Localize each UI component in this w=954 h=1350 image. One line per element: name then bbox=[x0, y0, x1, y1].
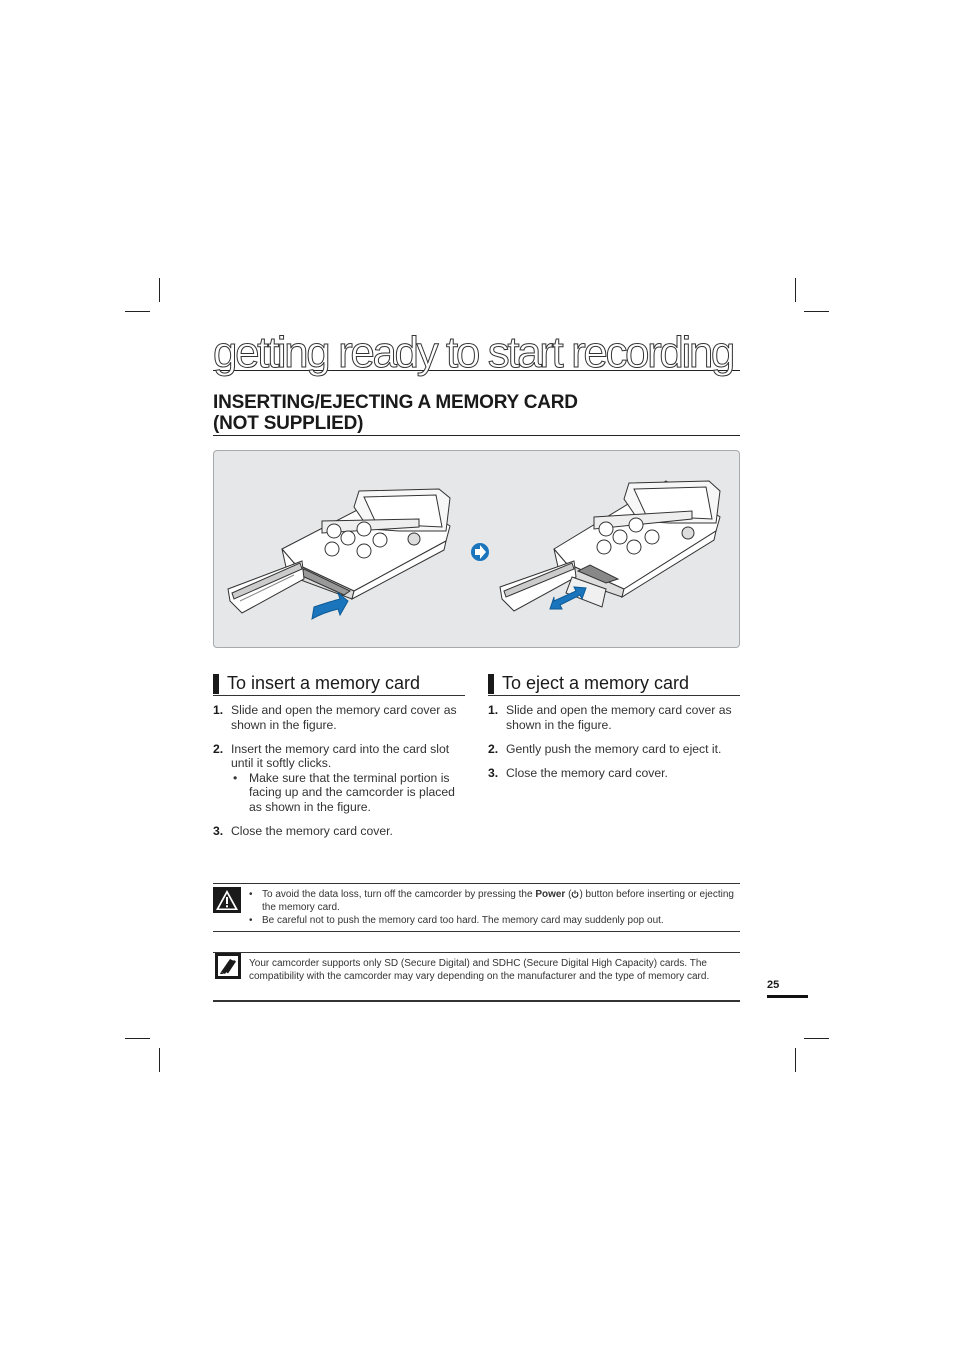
list-item bbox=[488, 703, 740, 732]
page-number: 25 bbox=[767, 979, 808, 998]
crop-mark bbox=[804, 311, 829, 312]
step-text: Gently push the memory card to eject it. bbox=[506, 741, 722, 756]
eject-steps bbox=[488, 703, 740, 780]
step-number: 1. bbox=[213, 703, 224, 717]
camcorder-insert-figure bbox=[228, 489, 450, 619]
section-title bbox=[213, 392, 740, 436]
step-text: Close the memory card cover. bbox=[231, 823, 393, 838]
list-item bbox=[213, 742, 465, 815]
section-title-line1: INSERTING/EJECTING A MEMORY CARD bbox=[213, 392, 578, 413]
crop-mark bbox=[125, 1038, 150, 1039]
step-text: Slide and open the memory card cover as shown in the figure. bbox=[231, 703, 457, 732]
eject-heading bbox=[488, 672, 740, 696]
list-item bbox=[488, 742, 740, 757]
step-number: 3. bbox=[488, 765, 499, 780]
illustration-panel bbox=[213, 450, 740, 648]
crop-mark bbox=[795, 1048, 796, 1072]
step-text: Close the memory card cover. bbox=[506, 765, 668, 780]
power-icon bbox=[571, 890, 579, 898]
camcorder-eject-figure bbox=[500, 481, 720, 611]
warning-item: • To avoid the data loss, turn off the camcorder by pressing the Power ( ) button before inserting or ejecting the memory card. bbox=[249, 888, 739, 914]
power-label: Power bbox=[535, 889, 566, 900]
chapter-title bbox=[213, 328, 740, 377]
eject-instructions bbox=[488, 672, 740, 790]
step-number: 3. bbox=[213, 823, 224, 838]
warning-text: To avoid the data loss, turn off the camcorder by pressing the bbox=[262, 889, 536, 900]
camcorder-illustration bbox=[214, 451, 739, 647]
crop-mark bbox=[159, 278, 160, 302]
crop-mark bbox=[125, 311, 150, 312]
next-step-arrow-icon bbox=[471, 543, 489, 561]
note-box bbox=[213, 952, 740, 1002]
step-number: 2. bbox=[488, 741, 499, 756]
list-item bbox=[213, 824, 465, 839]
crop-mark bbox=[795, 278, 796, 302]
sub-list bbox=[231, 771, 465, 815]
insert-heading-text: To insert a memory card bbox=[227, 673, 421, 693]
warning-item: • Be careful not to push the memory card too hard. The memory card may suddenly pop out. bbox=[249, 914, 739, 927]
list-item bbox=[213, 703, 465, 732]
section-title-line2: (NOT SUPPLIED) bbox=[213, 413, 364, 434]
crop-mark bbox=[159, 1048, 160, 1072]
warning-box bbox=[213, 883, 740, 932]
chapter-title-text: getting ready to start recording bbox=[213, 328, 733, 377]
step-text: Slide and open the memory card cover as shown in the figure. bbox=[506, 703, 732, 732]
warning-text: button before inserting or ejecting the memory card. bbox=[262, 889, 734, 913]
note-text: Your camcorder supports only SD (Secure Digital) and SDHC (Secure Digital High Capacity) cards. The compatibility with the camcorder may vary depending on the manufacturer and the type of memory card. bbox=[249, 958, 710, 983]
heading-bar bbox=[488, 674, 494, 694]
step-number: 1. bbox=[488, 703, 499, 717]
sub-list-item: • Make sure that the terminal portion is facing up and the camcorder is placed as shown in the figure. bbox=[231, 771, 465, 815]
insert-instructions bbox=[213, 672, 465, 848]
step-number: 2. bbox=[213, 741, 224, 756]
warning-triangle-icon bbox=[213, 887, 241, 913]
eject-heading-text: To eject a memory card bbox=[502, 673, 690, 693]
warning-list bbox=[249, 888, 739, 927]
step-text: Insert the memory card into the card slot until it softly clicks. bbox=[231, 741, 450, 770]
crop-mark bbox=[804, 1038, 829, 1039]
heading-bar bbox=[213, 674, 219, 694]
insert-steps bbox=[213, 703, 465, 838]
insert-heading bbox=[213, 672, 465, 696]
note-pencil-icon bbox=[215, 953, 241, 979]
list-item bbox=[488, 766, 740, 781]
